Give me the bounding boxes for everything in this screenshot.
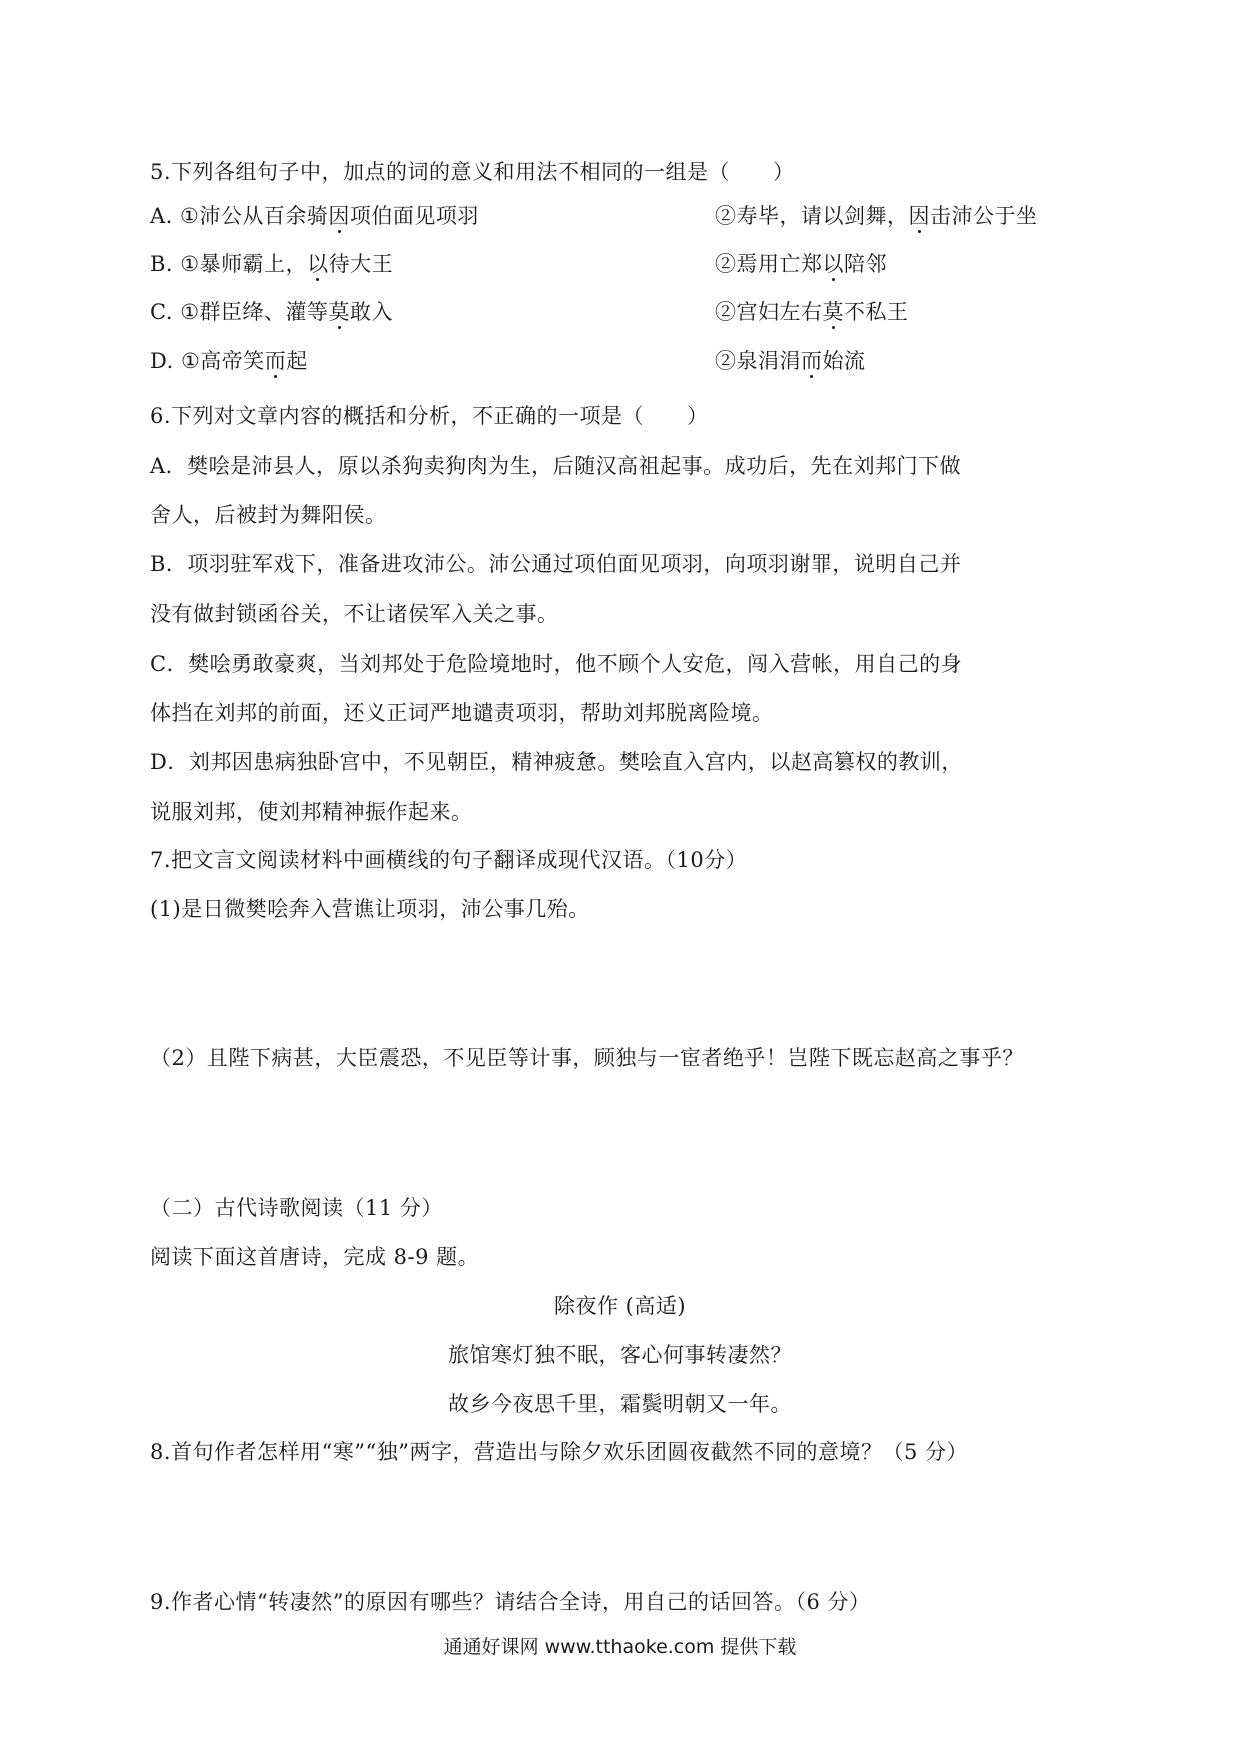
dotted-word: 莫 <box>822 300 844 324</box>
q6-option-line: 舍人，后被封为舞阳侯。 <box>150 503 387 527</box>
q6-option-line: A．樊哙是沛县人，原以杀狗卖狗肉为生，后随汉高祖起事。成功后，先在刘邦门下做 <box>150 454 962 478</box>
section-intro: 阅读下面这首唐诗，完成 8-9 题。 <box>150 1245 480 1269</box>
dotted-word: 因 <box>908 204 930 228</box>
dotted-word: 而 <box>801 349 823 373</box>
q5-stem: 5.下列各组句子中，加点的词的意义和用法不相同的一组是（ ） <box>150 160 795 184</box>
page-footer: 通通好课网 www.tthaoke.com 提供下载 <box>443 1636 797 1658</box>
dotted-word: 以 <box>822 252 844 276</box>
section-heading: （二）古代诗歌阅读（11 分） <box>150 1196 443 1220</box>
q6-option-line: B．项羽驻军戏下，准备进攻沛公。沛公通过项伯面见项羽，向项羽谢罪，说明自己并 <box>150 552 962 576</box>
q8-stem: 8.首句作者怎样用“寒”“独”两字，营造出与除夕欢乐团圆夜截然不同的意境？（5 分） <box>150 1440 969 1464</box>
q6-option-line: D．刘邦因患病独卧宫中，不见朝臣，精神疲惫。樊哙直入宫内，以赵高篡权的教训， <box>150 750 963 774</box>
q6-option-line: C．樊哙勇敢豪爽，当刘邦处于危险境地时，他不顾个人安危，闯入营帐，用自己的身 <box>150 652 963 676</box>
option-letter: D. <box>150 349 174 373</box>
q7-sub1: (1)是日微樊哙奔入营谯让项羽，沛公事几殆。 <box>150 897 590 921</box>
dotted-word: 而 <box>264 349 287 373</box>
dotted-word: 莫 <box>328 300 351 324</box>
poem-line: 故乡今夜思千里，霜鬓明朝又一年。 <box>448 1392 792 1416</box>
poem-line: 旅馆寒灯独不眠，客心何事转凄然？ <box>448 1343 792 1367</box>
q6-option-line: 体挡在刘邦的前面，还义正词严地谴责项羽，帮助刘邦脱离险境。 <box>150 701 774 725</box>
q5-option-d: D. ①高帝笑而起 ②泉涓涓而始流 <box>150 349 866 373</box>
dotted-word: 以 <box>307 252 329 276</box>
option-letter: B. <box>150 252 174 276</box>
q7-sub2: （2）且陛下病甚，大臣震恐，不见臣等计事，顾独与一宦者绝乎！岂陛下既忘赵高之事乎？ <box>150 1046 1024 1070</box>
q6-option-line: 说服刘邦，使刘邦精神振作起来。 <box>150 800 473 824</box>
option-letter: C. <box>150 300 173 324</box>
q6-option-line: 没有做封锁函谷关，不让诸侯军入关之事。 <box>150 602 559 626</box>
q6-stem: 6.下列对文章内容的概括和分析，不正确的一项是（ ） <box>150 404 709 428</box>
q7-stem: 7.把文言文阅读材料中画横线的句子翻译成现代汉语。（10分） <box>150 848 748 872</box>
q5-option-a: A. ①沛公从百余骑因项伯面见项羽 ②寿毕，请以剑舞，因击沛公于坐 <box>150 204 1038 228</box>
q5-option-c: C. ①群臣绛、灌等莫敢入 ②宫妇左右莫不私王 <box>150 300 909 324</box>
q5-option-b: B. ①暴师霸上，以待大王 ②焉用亡郑以陪邻 <box>150 252 887 276</box>
option-letter: A. <box>150 204 173 228</box>
q9-stem: 9.作者心情“转凄然”的原因有哪些？请结合全诗，用自己的话回答。（6 分） <box>150 1590 871 1614</box>
poem-title: 除夜作 (高适) <box>553 1294 687 1318</box>
dotted-word: 因 <box>328 204 350 228</box>
